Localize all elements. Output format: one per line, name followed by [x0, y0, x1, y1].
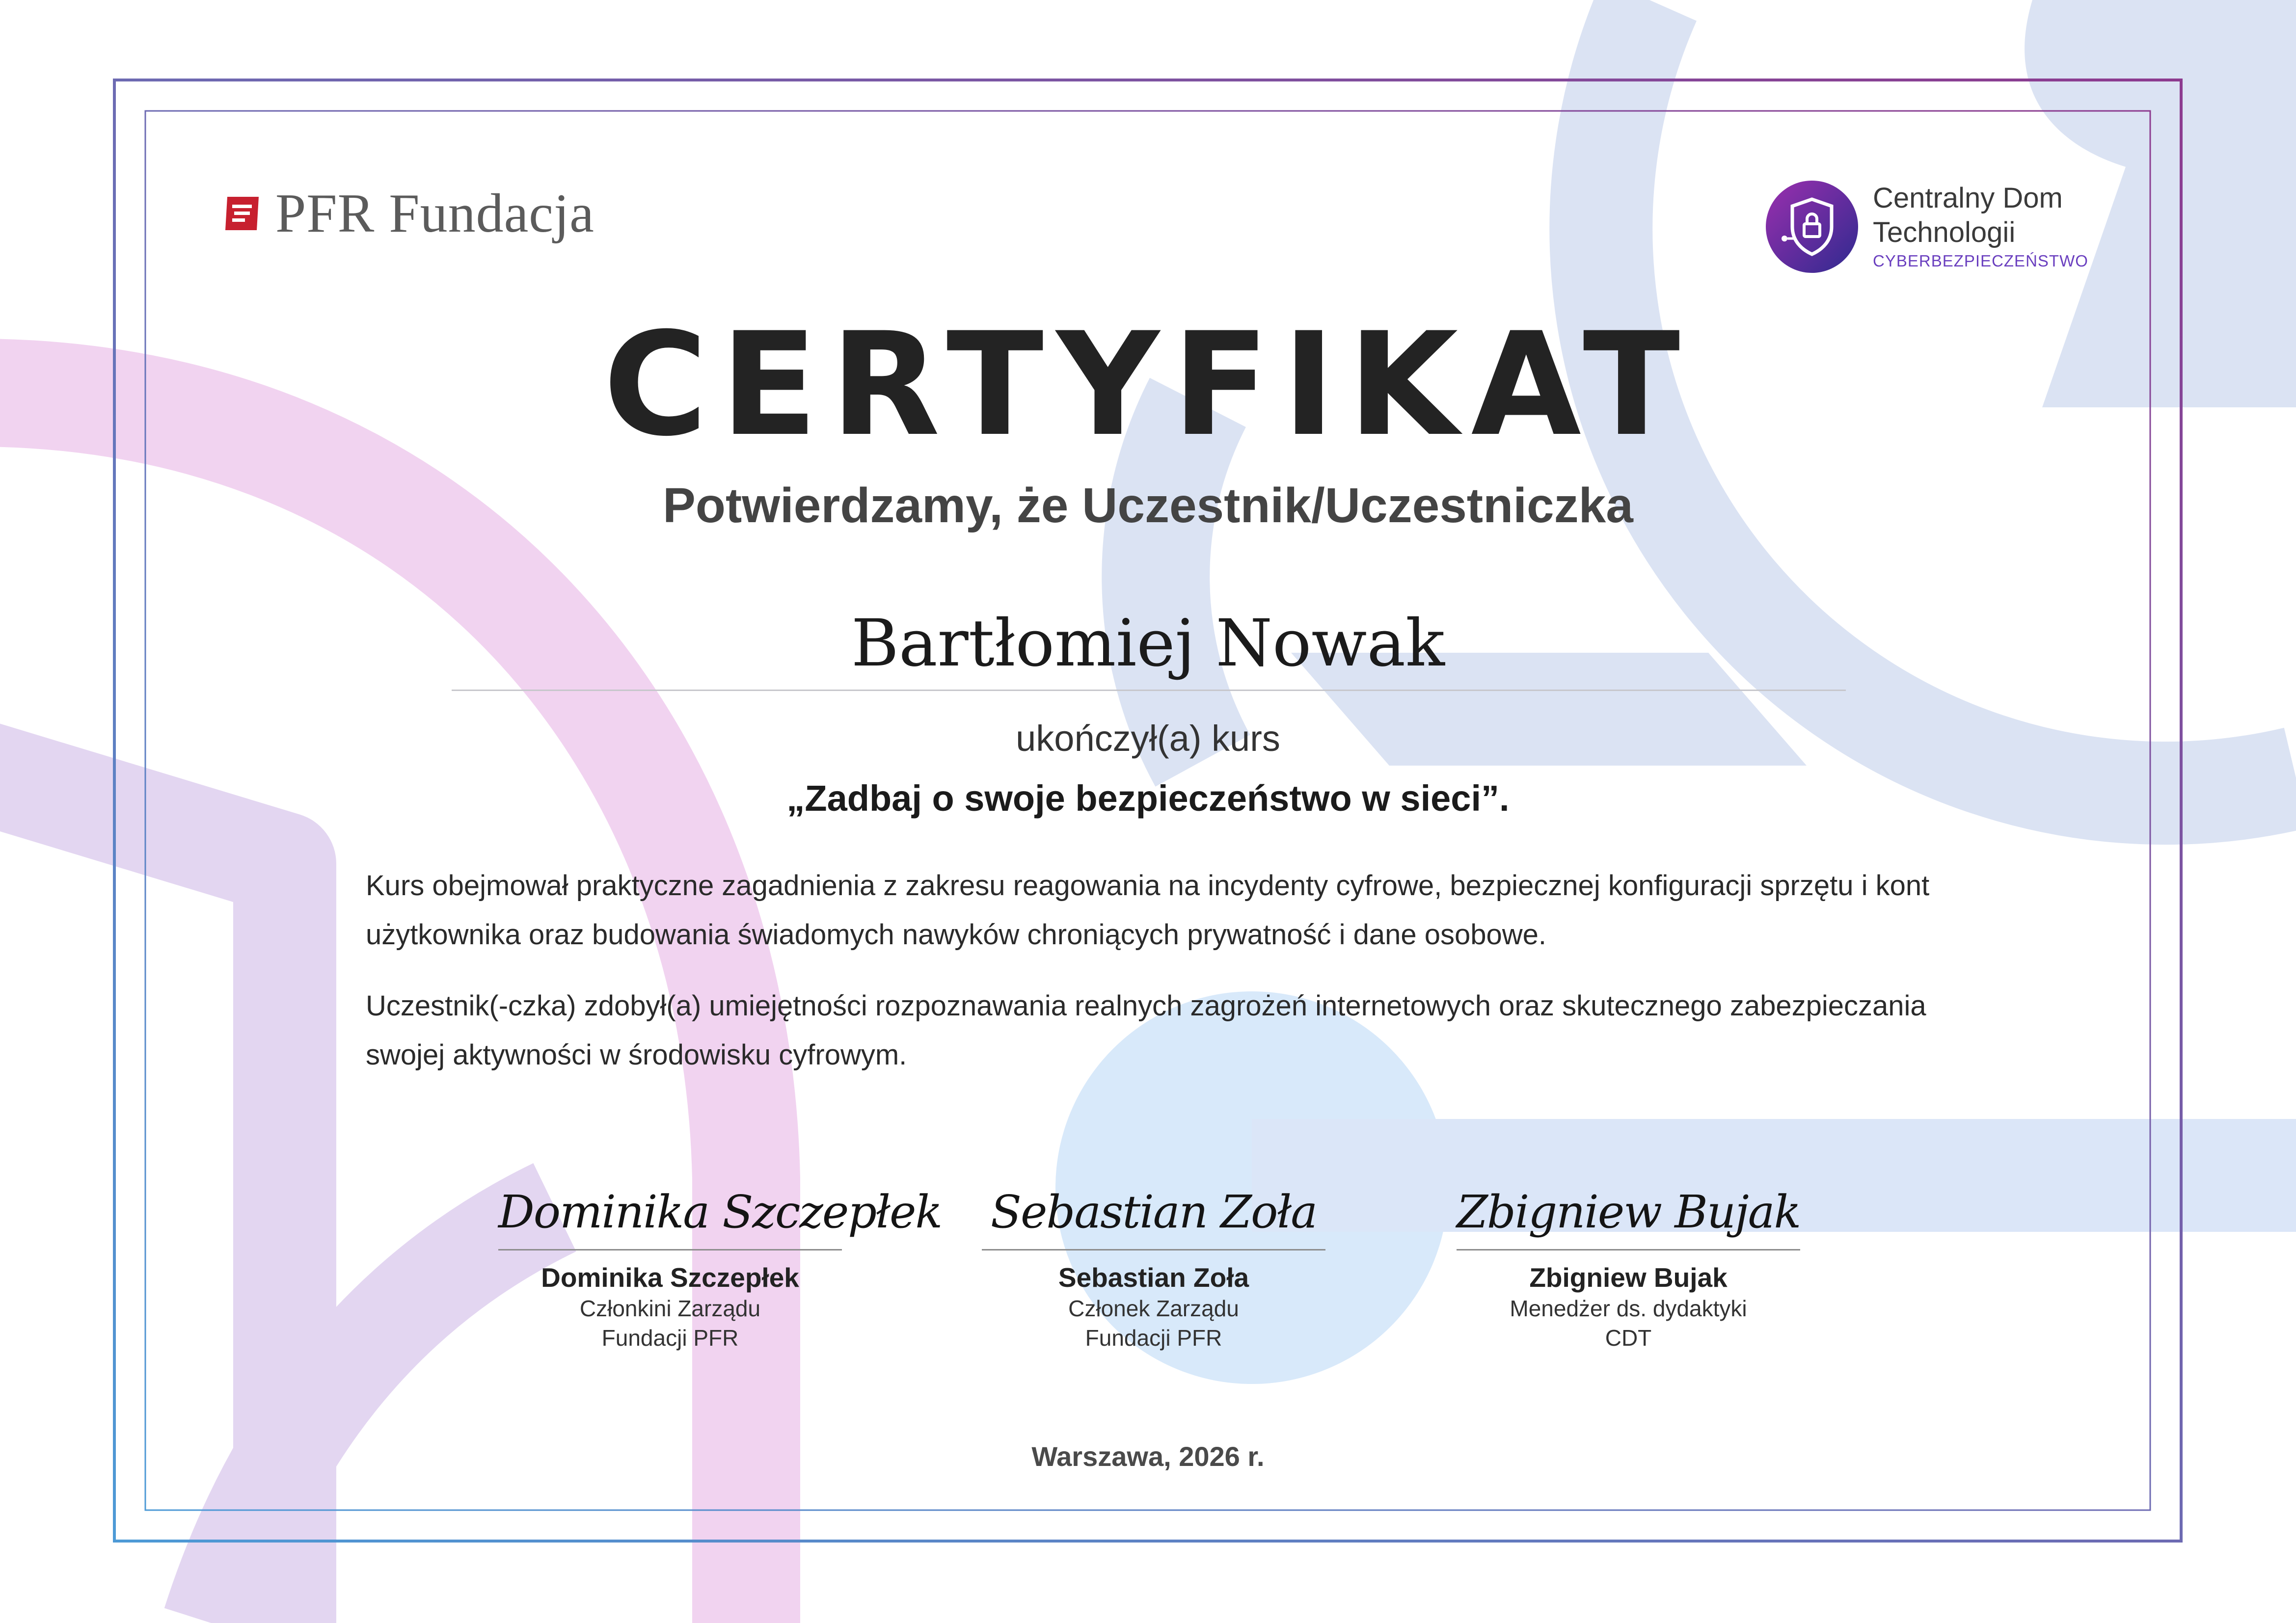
skills-description: Uczestnik(-czka) zdobył(a) umiejętności rozpoznawania realnych zagrożeń internetowych oraz skutecznego zabezpieczania swojej aktywności w środowisku cyfrowym. — [366, 990, 1926, 1071]
recipient-underline — [452, 690, 1846, 691]
certificate-title: CERTYFIKAT — [603, 302, 1693, 468]
signature-line — [498, 1249, 842, 1251]
handwritten-signature: Dominika Szczepłek — [498, 1186, 942, 1238]
pfr-flag-icon — [223, 195, 261, 232]
signatory-name: Sebastian Zoła — [1058, 1262, 1249, 1293]
signatory-name: Zbigniew Bujak — [1529, 1262, 1728, 1293]
signature-line — [1457, 1249, 1800, 1251]
signature-block-1 — [498, 1175, 942, 1353]
signatory-organization: Fundacji PFR — [601, 1325, 739, 1351]
signature-block-3 — [1457, 1175, 1800, 1353]
signatory-role: Członek Zarządu — [1068, 1296, 1239, 1321]
recipient-name: Bartłomiej Nowak — [851, 606, 1445, 681]
signatory-organization: Fundacji PFR — [1085, 1325, 1222, 1351]
signatory-name: Dominika Szczepłek — [541, 1262, 799, 1293]
place-and-date: Warszawa, 2026 r. — [1031, 1441, 1265, 1472]
cdt-logo — [1765, 180, 2088, 274]
cdt-shield-icon — [1765, 180, 1859, 274]
completed-label: ukończył(a) kurs — [1016, 718, 1280, 759]
signature-block-2 — [982, 1175, 1325, 1353]
cdt-logo-line2: Technologii — [1873, 216, 2016, 248]
cdt-logo-line3: CYBERBEZPIECZEŃSTWO — [1873, 252, 2088, 270]
certificate-subtitle: Potwierdzamy, że Uczestnik/Uczestniczka — [663, 478, 1633, 533]
signatory-organization: CDT — [1605, 1325, 1652, 1351]
signature-line — [982, 1249, 1325, 1251]
cdt-logo-line1: Centralny Dom — [1873, 182, 2063, 214]
handwritten-signature: Zbigniew Bujak — [1457, 1186, 1801, 1238]
signatory-role: Członkini Zarządu — [579, 1296, 761, 1321]
signatory-role: Menedżer ds. dydaktyki — [1510, 1296, 1747, 1321]
handwritten-signature: Sebastian Zoła — [990, 1186, 1317, 1238]
course-title: „Zadbaj o swoje bezpieczeństwo w sieci”. — [786, 778, 1510, 819]
pfr-fundacja-logo — [223, 183, 594, 244]
pfr-logo-text: PFR Fundacja — [275, 183, 594, 244]
course-description: Kurs obejmował praktyczne zagadnienia z zakresu reagowania na incydenty cyfrowe, bezpiecznej konfiguracji sprzętu i kont użytkownika oraz budowania świadomych nawyków chroniących prywatność i dane osobowe. — [366, 870, 1930, 951]
